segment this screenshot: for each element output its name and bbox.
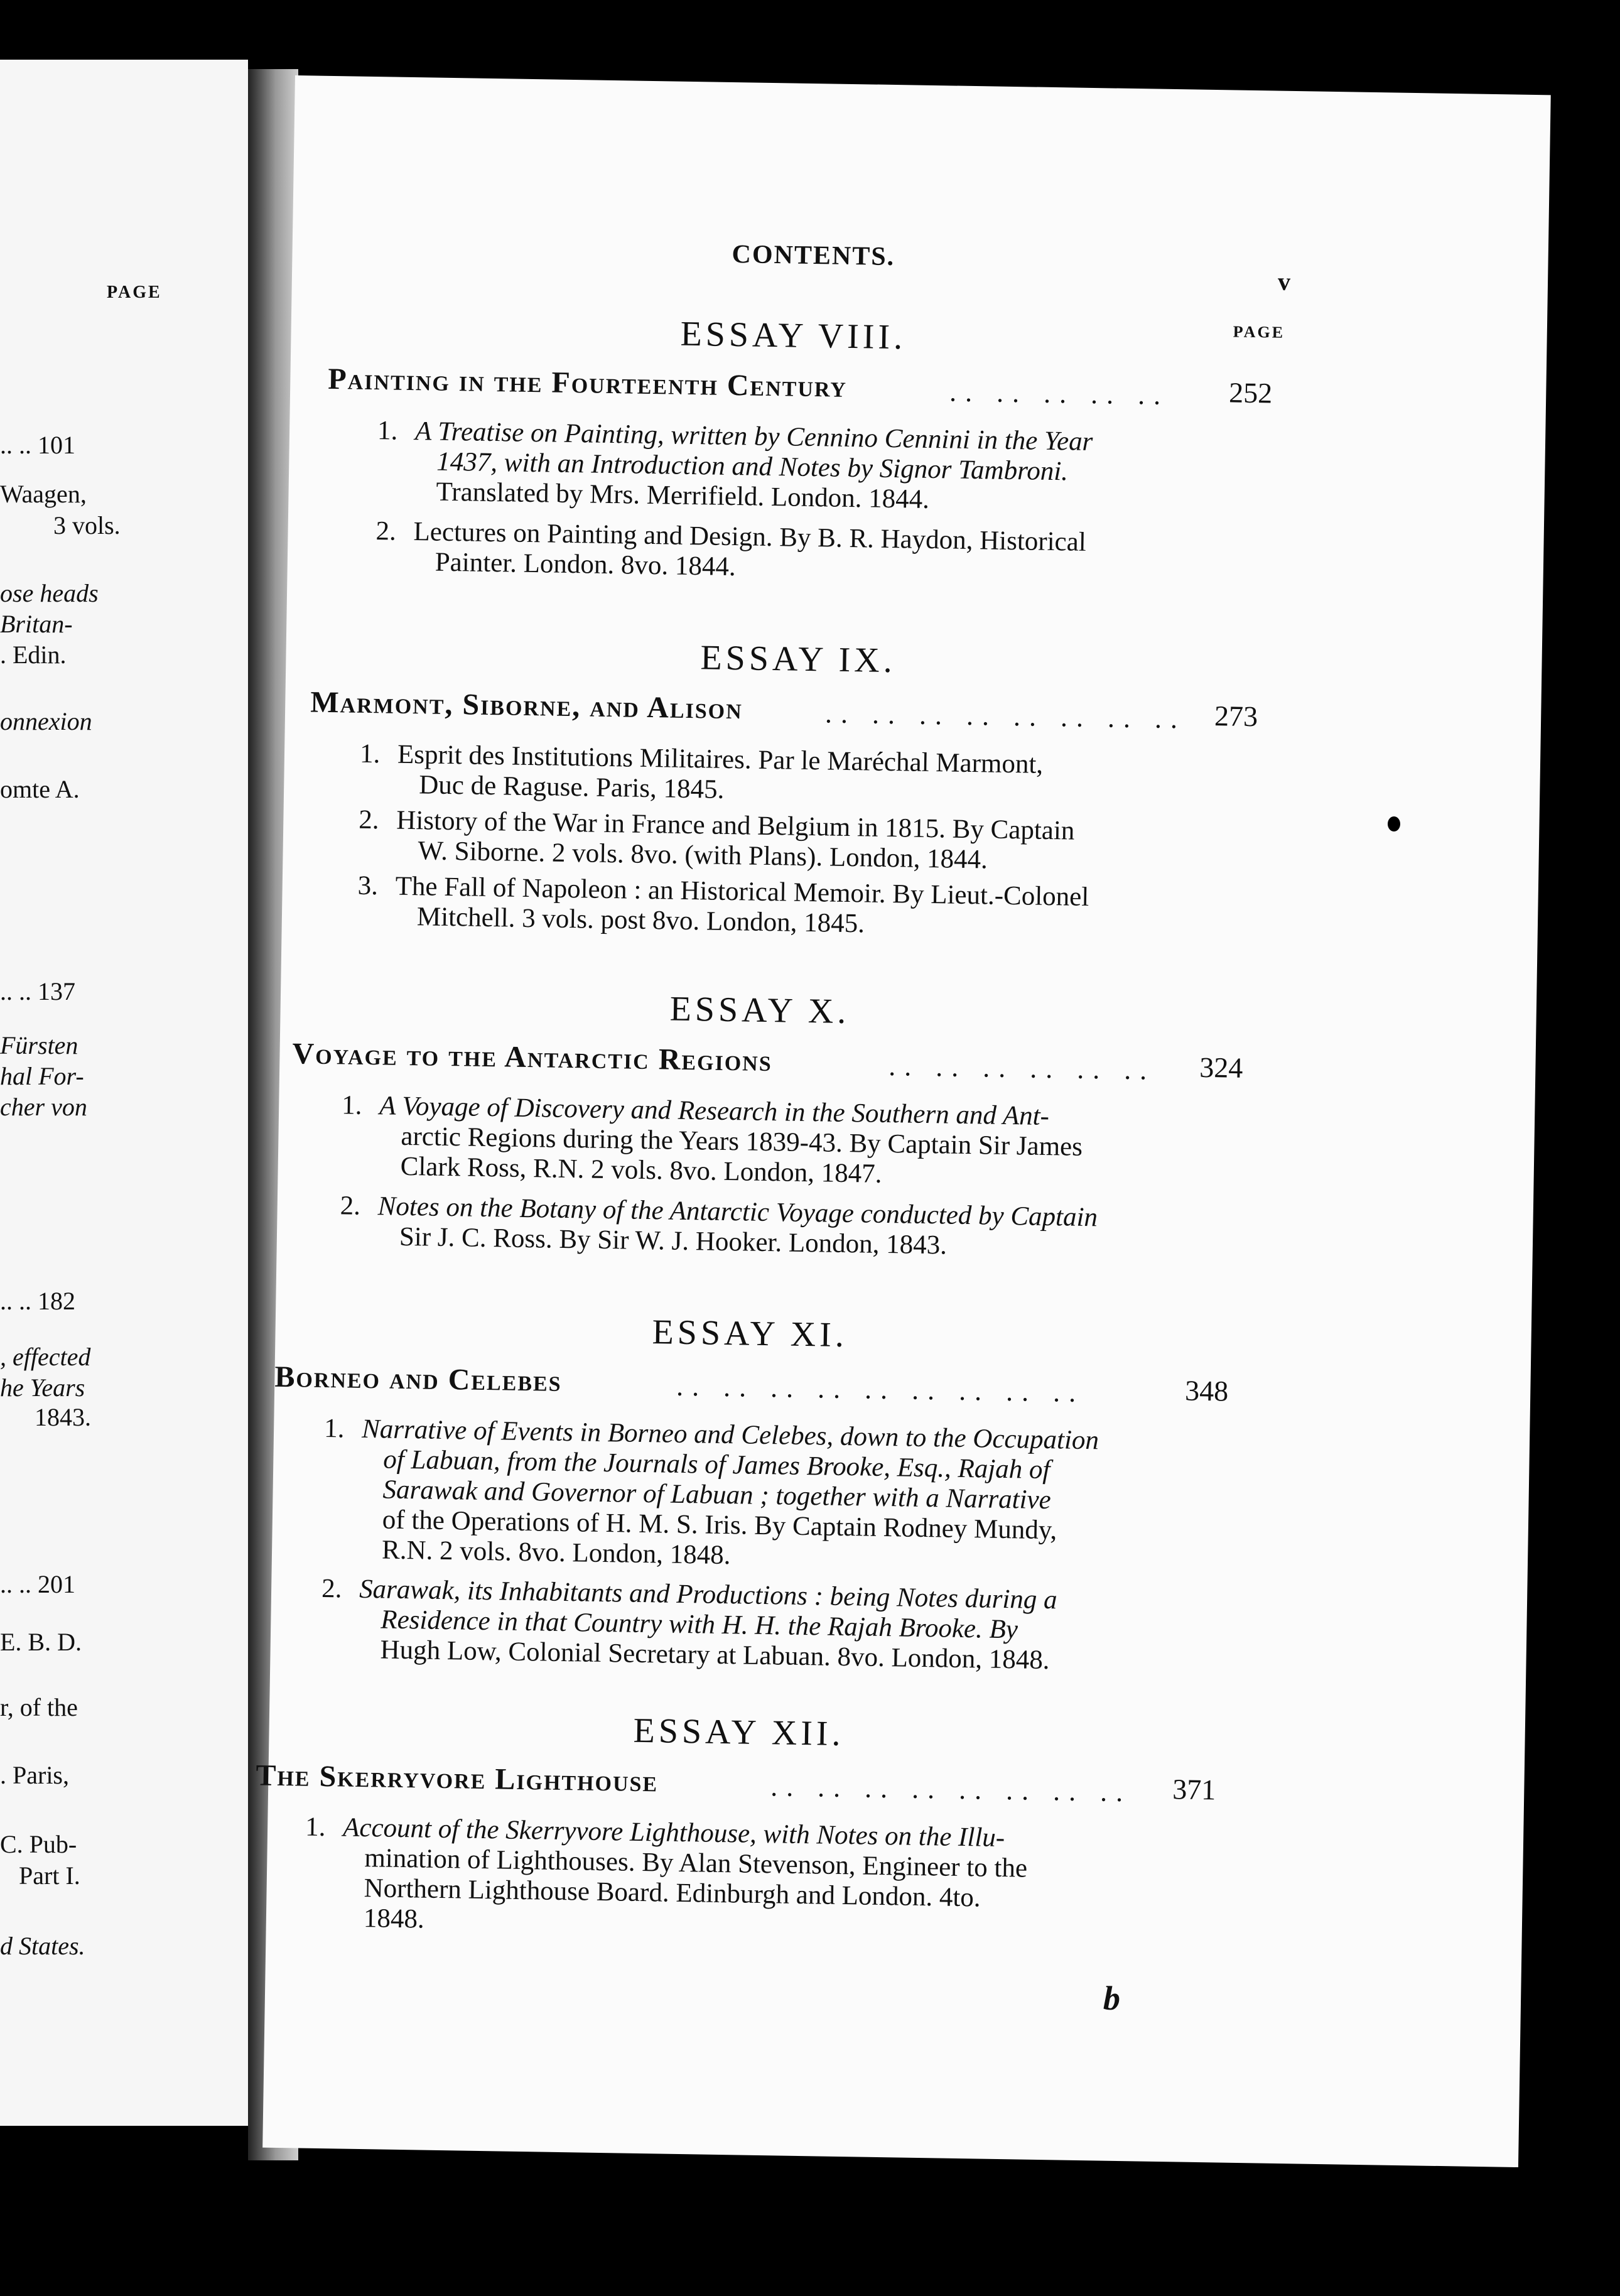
ink-speck [1388, 816, 1400, 831]
item-line: 1848. [363, 1903, 425, 1934]
left-fragment: ose heads [0, 579, 99, 607]
left-fragment: E. B. D. [0, 1628, 82, 1656]
left-fragment: .. .. 137 [0, 977, 75, 1005]
left-fragment: .. .. 101 [0, 431, 75, 459]
source-item [340, 1191, 1098, 1263]
item-number: 2. [359, 804, 380, 835]
left-fragment: 3 vols. [53, 511, 121, 539]
item-number: 1. [323, 1413, 345, 1444]
leader-dots: .. .. .. .. .. .. .. .. [824, 698, 1187, 735]
essay-heading: ESSAY XII. [633, 1711, 845, 1754]
leader-dots: .. .. .. .. .. .. .. .. [770, 1771, 1132, 1808]
item-line: of the Operations of H. M. S. Iris. By Captain Rodney Mundy, [382, 1505, 1057, 1546]
item-line: Clark Ross, R.N. 2 vols. 8vo. London, 1847. [400, 1151, 882, 1189]
source-item [359, 739, 1044, 810]
item-line: Duc de Raguse. Paris, 1845. [418, 770, 725, 804]
left-fragment: Part I. [19, 1861, 80, 1890]
essay-title: Borneo and Celebes [274, 1360, 563, 1398]
running-head: CONTENTS. [732, 239, 895, 272]
left-fragment: d States. [0, 1932, 85, 1960]
signature-mark: b [1103, 1979, 1121, 2018]
essay-title: The Skerryvore Lighthouse [256, 1758, 659, 1799]
item-line: Lectures on Painting and Design. By B. R. Haydon, Historical [413, 517, 1087, 557]
left-fragment: hal For- [0, 1062, 84, 1090]
item-line: Notes on the Botany of the Antarctic Voyage conducted by Captain [377, 1191, 1098, 1233]
essay-title: Marmont, Siborne, and Alison [310, 685, 743, 726]
source-item [340, 1090, 1083, 1193]
item-line: Account of the Skerryvore Lighthouse, with Notes on the Illu- [342, 1812, 1005, 1853]
essay-heading: ESSAY IX. [700, 638, 897, 681]
left-fragment: omte A. [0, 775, 80, 803]
source-item [320, 1574, 1057, 1676]
item-line: W. Siborne. 2 vols. 8vo. (with Plans). London, 1844. [418, 836, 988, 875]
essay-page-number: 252 [1228, 376, 1273, 409]
left-fragment: he Years [0, 1373, 85, 1402]
item-line: A Voyage of Discovery and Research in the Southern and Ant- [379, 1091, 1050, 1132]
essay-title: Voyage to the Antarctic Regions [292, 1037, 773, 1078]
item-number: 2. [340, 1191, 361, 1221]
source-item [357, 871, 1089, 943]
contents-page [256, 75, 1551, 2167]
page-column-label: PAGE [1233, 322, 1285, 342]
left-fragment: .. .. 182 [0, 1287, 75, 1315]
item-line: mination of Lighthouses. By Alan Stevenson, Engineer to the [364, 1843, 1028, 1883]
left-fragment: Fürsten [0, 1031, 78, 1059]
item-line: R.N. 2 vols. 8vo. London, 1848. [381, 1535, 731, 1571]
item-line: The Fall of Napoleon : an Historical Memoir. By Lieut.-Colonel [395, 871, 1089, 912]
essay-heading: ESSAY VIII. [680, 314, 907, 357]
left-fragment: , effected [0, 1343, 91, 1371]
item-line: arctic Regions during the Years 1839-43. By Captain Sir James [401, 1121, 1083, 1162]
source-item [376, 416, 1093, 517]
page-folio: v [1277, 267, 1291, 296]
leader-dots: .. .. .. .. .. [949, 376, 1170, 411]
left-facing-page [0, 60, 248, 2126]
left-fragment: r, of the [0, 1693, 78, 1721]
item-line: Narrative of Events in Borneo and Celebes, down to the Occupation [361, 1414, 1099, 1456]
left-fragment: . Edin. [0, 641, 67, 669]
item-line: Translated by Mrs. Merrifield. London. 1844. [436, 477, 930, 514]
item-number: 3. [357, 870, 379, 901]
essay-page-number: 348 [1184, 1374, 1229, 1407]
essay-page-number: 273 [1214, 700, 1258, 733]
source-item [322, 1414, 1099, 1576]
item-number: 2. [375, 516, 397, 546]
item-line: Mitchell. 3 vols. post 8vo. London, 1845. [416, 902, 865, 939]
left-fragment: 1843. [35, 1403, 91, 1431]
item-number: 1. [341, 1090, 362, 1120]
left-page-label: PAGE [107, 283, 162, 302]
left-fragment: . Paris, [0, 1761, 69, 1789]
essay-title: Painting in the Fourteenth Century [327, 362, 848, 404]
essay-page-number: 371 [1172, 1773, 1216, 1806]
left-fragment: cher von [0, 1093, 87, 1121]
item-line: Hugh Low, Colonial Secretary at Labuan. 8vo. London, 1848. [380, 1635, 1050, 1676]
source-item [358, 805, 1074, 877]
source-item [304, 1812, 1029, 1944]
item-line: Sarawak, its Inhabitants and Productions : being Notes during a [359, 1574, 1058, 1615]
left-fragment: onnexion [0, 707, 92, 735]
item-number: 1. [377, 416, 398, 446]
item-line: Esprit des Institutions Militaires. Par le Maréchal Marmont, [397, 739, 1044, 779]
left-fragment: Britan- [0, 610, 73, 638]
item-number: 2. [321, 1573, 342, 1604]
left-fragment: Waagen, [0, 480, 87, 508]
item-number: 1. [305, 1812, 326, 1843]
essay-page-number: 324 [1199, 1051, 1243, 1084]
item-line: History of the War in France and Belgium in 1815. By Captain [396, 805, 1075, 846]
item-number: 1. [359, 739, 381, 769]
item-line: Sir J. C. Ross. By Sir W. J. Hooker. London, 1843. [399, 1221, 948, 1260]
source-item [375, 516, 1086, 588]
item-line: of Labuan, from the Journals of James Brooke, Esq., Rajah of [383, 1444, 1050, 1485]
essay-heading: ESSAY X. [669, 989, 850, 1032]
item-line: Residence in that Country with H. H. the Rajah Brooke. By [381, 1605, 1018, 1645]
left-fragment: C. Pub- [0, 1830, 77, 1858]
item-line: Painter. London. 8vo. 1844. [435, 547, 737, 582]
left-fragment: .. .. 201 [0, 1570, 75, 1598]
leader-dots: .. .. .. .. .. .. .. .. .. [676, 1370, 1085, 1409]
essay-heading: ESSAY XI. [652, 1313, 848, 1355]
item-line: 1437, with an Introduction and Notes by Signor Tambroni. [436, 447, 1069, 487]
item-line: Sarawak and Governor of Labuan ; together with a Narrative [382, 1475, 1052, 1515]
item-line: Northern Lighthouse Board. Edinburgh and London. 4to. [364, 1873, 981, 1913]
leader-dots: .. .. .. .. .. .. [888, 1051, 1156, 1086]
item-line: A Treatise on Painting, written by Cennino Cennini in the Year [414, 416, 1093, 457]
